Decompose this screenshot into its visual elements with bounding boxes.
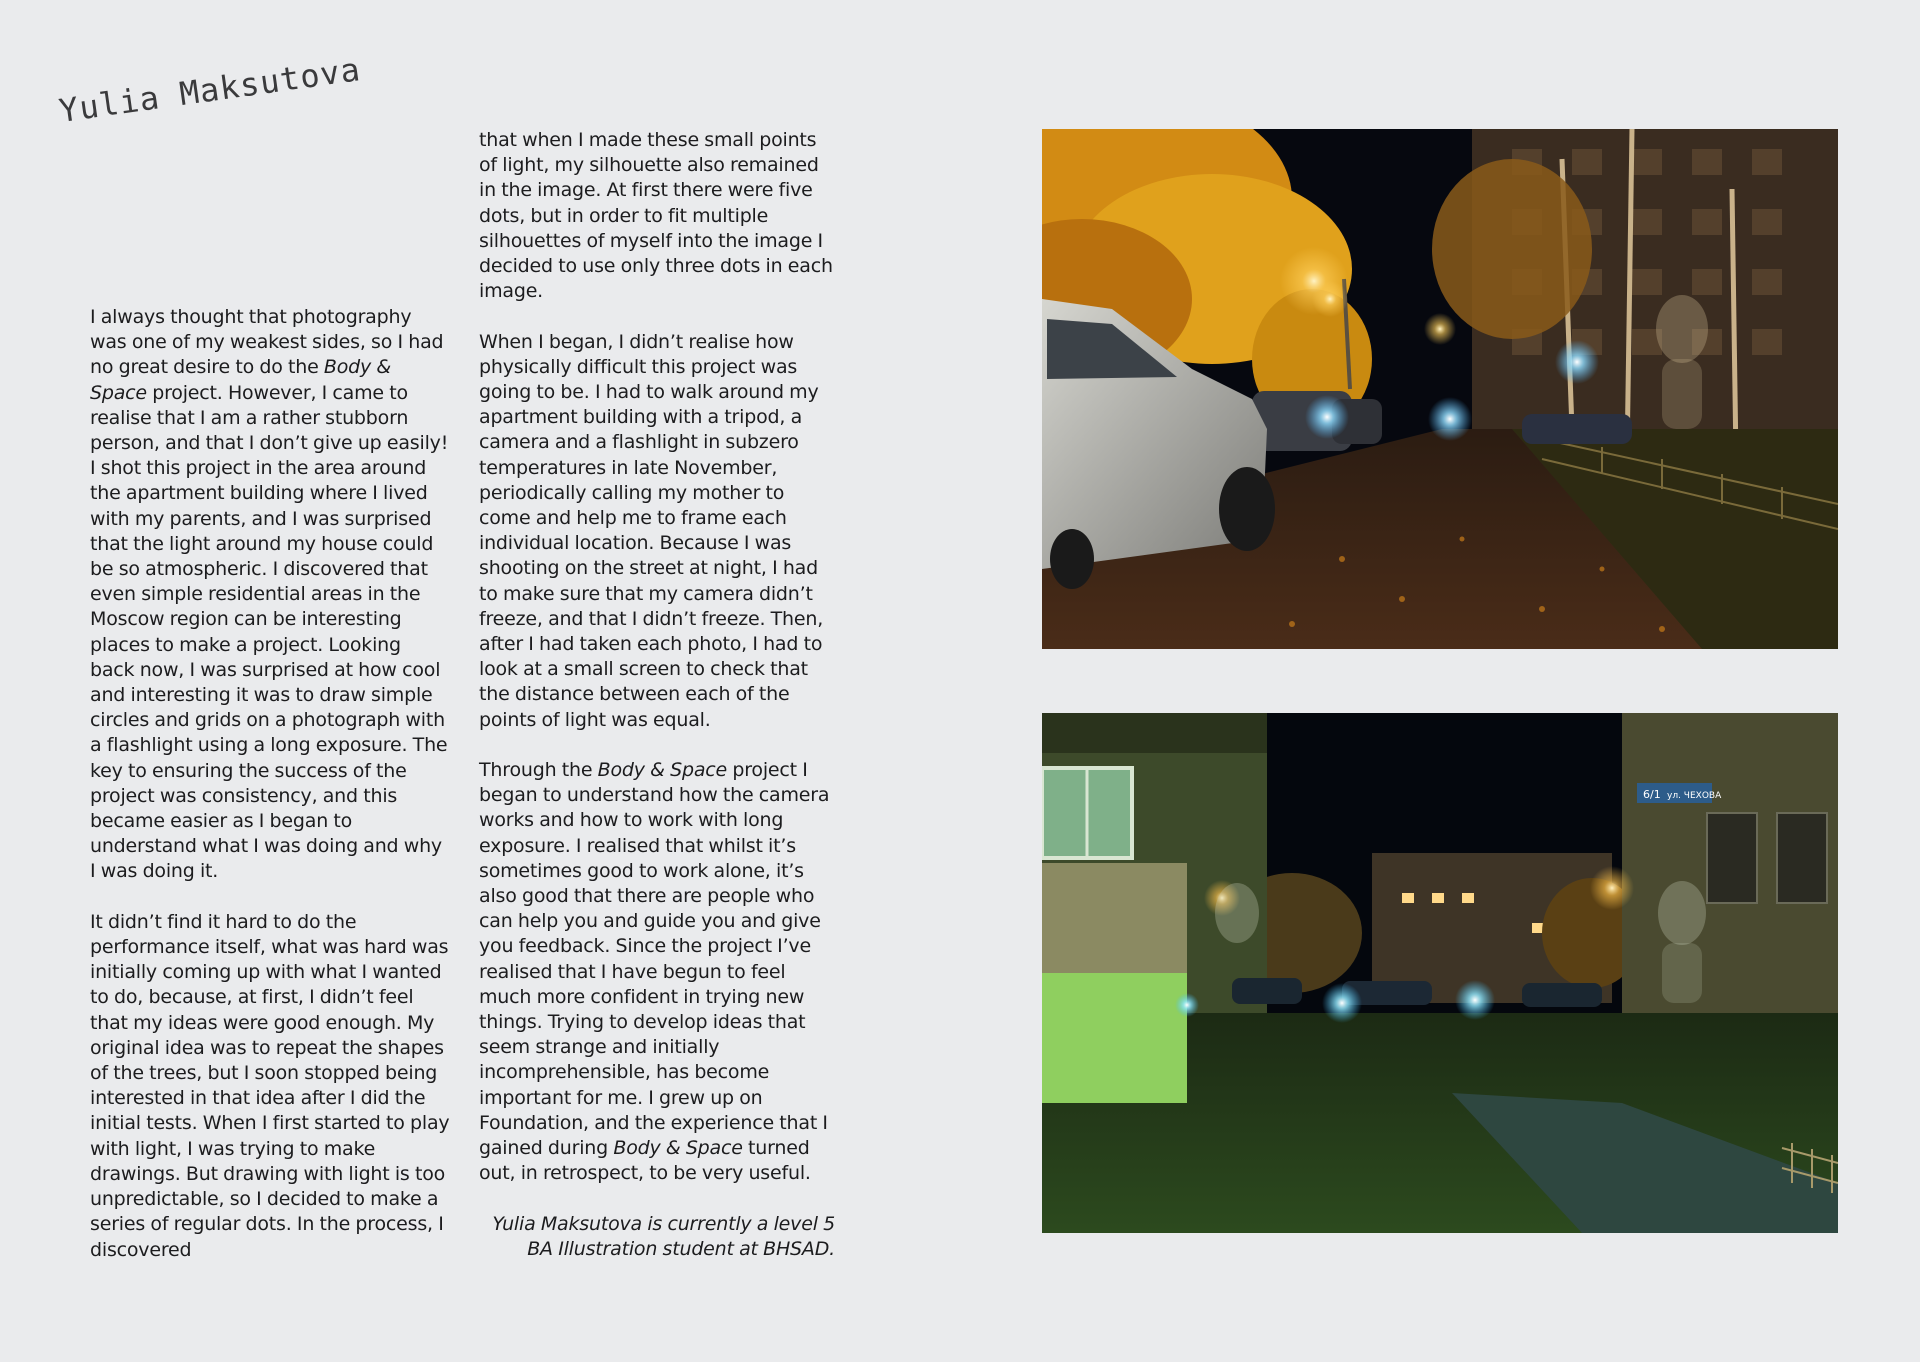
flashlight-dot <box>1455 980 1495 1020</box>
street-sign-name: ул. ЧЕХОВА <box>1667 791 1722 801</box>
paragraph: Through the Body & Space project I began to understand how the camera works and how to work with long exposure. I realised that whilst it’s sometimes good to work alone, it’s also good that there are people who can help you and guide you and give you feedback. Since the project I’ve realised that I have begun to feel much more confident in trying new things. Trying to develop ideas that seem strange and initially incomprehensible, has become important for me. I grew up on Foundation, and the experience that I gained during Body & Space turned out, in retrospect, to be very useful. <box>479 759 830 1185</box>
ghost-silhouette <box>1656 295 1708 363</box>
author-title: Yulia Maksutova <box>56 50 364 130</box>
flashlight-dot <box>1305 395 1349 439</box>
green-painted-wall <box>1042 973 1187 1103</box>
night-street-illustration <box>1042 129 1838 649</box>
paragraph: that when I made these small points of light, my silhouette also remained in the image. At first there were five dots, but in order to fit multiple silhouettes of myself into the image I decided to use only three dots in each image. <box>479 129 833 303</box>
street-light <box>1590 866 1634 910</box>
paragraph: It didn’t find it hard to do the performance itself, what was hard was initially coming up with what I wanted to do, because, at first, I didn’t feel that my ideas were good enough. My original idea was to repeat the shapes of the trees, but I soon stopped being interested in that idea after I did the initial tests. When I first started to play with light, I was trying to make drawings. But drawing with light is too unpredictable, so I decided to make a series of regular dots. In the process, I discovered <box>90 910 450 1261</box>
ghost-silhouette <box>1215 883 1259 943</box>
paragraph: When I began, I didn’t realise how physically difficult this project was going to be. I had to walk around my apartment building with a tripod, a camera and a flashlight in subzero temperatures in late November, periodically calling my mother to come and help me to frame each individual location. Because I was shooting on the street at night, I had to make sure that my camera didn’t freeze, and that I didn’t freeze. Then, after I had taken each photo, I had to look at a small screen to check that the distance between each of the points of light was equal. <box>479 330 824 731</box>
photo-night-street-autumn <box>1042 129 1838 649</box>
flashlight-dot <box>1322 983 1362 1023</box>
author-credit: Yulia Maksutova is currently a level 5 BA Illustration student at BHSAD. <box>492 1212 835 1260</box>
street-sign-number: 6/1 <box>1643 788 1661 801</box>
paragraph: I always thought that photography was one of my weakest sides, so I had no great desire to do the Body & Space project. However, I came to realise that I am a rather stubborn person, and that I don’t give up easily! I shot this project in the area around the apartment building where I lived with my parents, and I was surprised that the light around my house could be so atmospheric. I discovered that even simple residential areas in the Moscow region can be interesting places to make a project. Looking back now, I was surprised at how cool and interesting it was to draw simple circles and grids on a photograph with a flashlight using a long exposure. The key to ensuring the success of the project was consistency, and this became easier as I began to understand what I was doing and why I was doing it. <box>90 306 449 883</box>
flashlight-dot <box>1428 397 1472 441</box>
photo-courtyard-night <box>1042 713 1838 1233</box>
article-column-left <box>90 305 450 1263</box>
flashlight-dot <box>1555 340 1599 384</box>
courtyard-illustration <box>1042 713 1838 1233</box>
article-column-right <box>479 128 835 1262</box>
ghost-silhouette <box>1658 881 1706 945</box>
parked-car <box>1232 978 1302 1004</box>
flashlight-dot <box>1175 993 1199 1017</box>
barred-window <box>1707 813 1757 903</box>
